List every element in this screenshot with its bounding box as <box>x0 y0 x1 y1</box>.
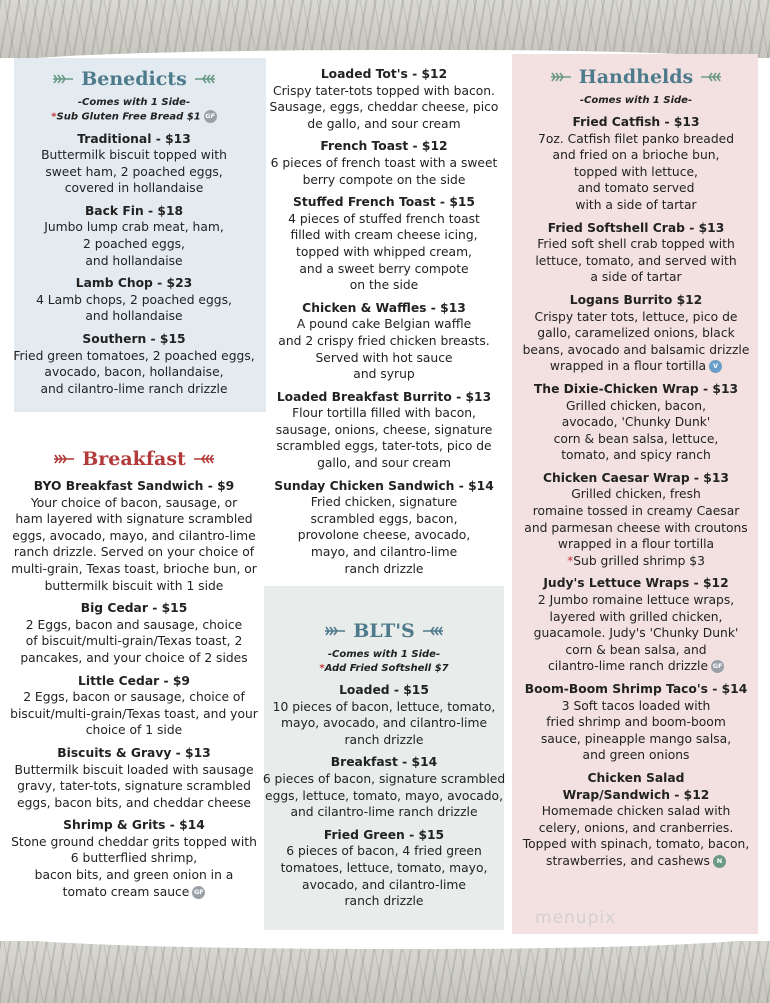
menu-item-description-text: filled with cream cheese icing, <box>290 228 478 243</box>
benedicts-items <box>8 131 260 398</box>
menu-item-description-line <box>513 414 759 431</box>
menu-item-description-text: multi-grain, Texas toast, brioche bun, or <box>11 561 257 576</box>
menu-item-description-line <box>513 486 759 503</box>
menu-item-description-text: avocado, and cilantro-lime <box>302 877 466 892</box>
benedicts-heading <box>8 66 260 92</box>
menu-item-title: Big Cedar - $15 <box>80 601 188 616</box>
menu-item-title: Back Fin - $18 <box>84 203 184 218</box>
menu-item <box>262 682 506 748</box>
menu-item-description-text: sweet ham, 2 poached eggs, <box>45 164 223 179</box>
menu-item-description-text: and cilantro-lime ranch drizzle <box>40 381 228 396</box>
blts-section <box>262 618 506 910</box>
menu-item-description-line <box>8 617 260 634</box>
menu-item-description-text: 2 Eggs, bacon or sausage, choice of <box>23 690 245 705</box>
menu-item-description-text: guacamole. Judy's 'Chunky Dunk' <box>533 626 739 641</box>
menu-item-description-text: Topped with spinach, tomato, bacon, <box>522 837 750 852</box>
menu-item-description-text: Fried chicken, signature <box>310 495 458 510</box>
menu-item-description-text: a side of tartar <box>590 270 682 285</box>
menu-item-description-text: topped with whipped cream, <box>296 244 472 259</box>
menu-item-description-line <box>513 609 759 626</box>
menu-item <box>262 389 506 472</box>
menu-item-description-text: A pound cake Belgian waffle <box>296 317 472 332</box>
sprig-right-icon <box>699 71 723 83</box>
menu-item-description-text: corn & bean salsa, and <box>565 642 707 657</box>
benedicts-section <box>8 66 260 397</box>
menu-item-description-line <box>8 867 260 884</box>
menu-item-description-text: on the side <box>349 278 419 293</box>
menu-item-description-text: ranch drizzle <box>344 732 424 747</box>
menu-item-extra-text: Sub grilled shrimp $3 <box>573 553 705 568</box>
menu-item <box>8 331 260 397</box>
menu-item-description-text: and parmesan cheese with croutons <box>524 520 748 535</box>
gluten-free-icon: GF <box>711 660 724 673</box>
benedicts-heading-text: Benedicts <box>81 67 187 90</box>
menu-item-title-line2: Wrap/Sandwich - $12 <box>562 787 710 802</box>
gluten-free-icon: GF <box>204 110 217 123</box>
sprig-left-icon <box>323 625 347 637</box>
menu-item-description-text: Fried green tomatoes, 2 poached eggs, <box>13 348 255 363</box>
menu-item-description-text: and green onions <box>582 748 690 763</box>
menu-item-description-line <box>262 422 506 439</box>
menu-item-title: Sunday Chicken Sandwich - $14 <box>274 478 494 493</box>
menu-item <box>8 673 260 739</box>
menu-item-description-text: Sausage, eggs, cheddar cheese, pico <box>269 100 499 115</box>
menu-item <box>513 470 759 570</box>
menu-item-extra <box>513 553 759 570</box>
menu-item-description-line <box>262 99 506 116</box>
menu-item-description-line <box>513 269 759 286</box>
menu-item-description-line <box>262 244 506 261</box>
menu-item-description-line <box>8 147 260 164</box>
menu-item-description-line <box>8 292 260 309</box>
menu-item-description-line <box>262 877 506 894</box>
menu-item-description-line <box>513 520 759 537</box>
menu-item-description-line <box>262 366 506 383</box>
menu-item-description-text: ranch drizzle <box>344 894 424 909</box>
menu-item-description-text: Stone ground cheddar grits topped with <box>11 834 257 849</box>
menu-item-description-line <box>8 236 260 253</box>
menu-item-description-line <box>262 155 506 172</box>
menu-item-title: Boom-Boom Shrimp Taco's - $14 <box>524 682 748 696</box>
menu-item-description-line <box>513 325 759 342</box>
sprig-left-icon <box>549 71 573 83</box>
sprig-right-icon <box>421 625 445 637</box>
menu-item <box>513 770 759 870</box>
menu-item-description-text: provolone cheese, avocado, <box>297 528 471 543</box>
menu-item-description-line <box>8 834 260 851</box>
menu-item-description-text: avocado, bacon, hollandaise, <box>44 365 224 380</box>
menu-item-title: Fried Green - $15 <box>323 827 445 842</box>
menu-item-title: Traditional - $13 <box>77 131 191 146</box>
menu-item-description-text: 4 Lamb chops, 2 poached eggs, <box>36 292 232 307</box>
menu-item-description-text: 6 pieces of bacon, 4 fried green <box>286 844 482 859</box>
menu-item-description-text: berry compote on the side <box>302 172 466 187</box>
menu-item-description-text: 2 Jumbo romaine lettuce wraps, <box>537 593 735 608</box>
menu-item-description-text: and a sweet berry compote <box>299 261 469 276</box>
asterisk: * <box>319 663 325 674</box>
menu-item-description-line <box>262 83 506 100</box>
menu-item <box>8 203 260 269</box>
menu-item-description-line <box>262 116 506 133</box>
menu-item-description-line <box>8 219 260 236</box>
menu-item-description-text: biscuit/multi-grain/Texas toast, and your <box>10 706 258 721</box>
menu-item-description-text: 6 butterflied shrimp, <box>70 851 198 866</box>
menu-item-title: Stuffed French Toast - $15 <box>292 195 475 210</box>
menu-item-title: Biscuits & Gravy - $13 <box>57 745 211 760</box>
menu-item-description-text: 3 Soft tacos loaded with <box>561 698 711 713</box>
menu-item <box>513 220 759 286</box>
menu-item-description-text: 4 pieces of stuffed french toast <box>288 211 480 226</box>
menu-item-description-line <box>262 527 506 544</box>
menu-item-description-line <box>262 455 506 472</box>
menu-item-description-line <box>8 650 260 667</box>
menu-item-description-line <box>513 592 759 609</box>
menu-item-description-line <box>262 172 506 189</box>
menu-item-description-text: and 2 crispy fried chicken breasts. <box>278 333 490 348</box>
menu-item-title: Breakfast - $14 <box>330 755 438 770</box>
menu-item-title: Judy's Lettuce Wraps - $12 <box>543 576 729 591</box>
menu-item-description-line <box>513 131 759 148</box>
menu-item-description-line <box>8 511 260 528</box>
blts-heading <box>262 618 506 644</box>
menu-item-title: Chicken & Waffles - $13 <box>302 300 466 315</box>
menu-item <box>262 754 506 820</box>
menu-item-description-line <box>8 495 260 512</box>
asterisk: * <box>51 111 57 123</box>
menu-item-description-text: 10 pieces of bacon, lettuce, tomato, <box>272 699 496 714</box>
menu-item-title: Little Cedar - $9 <box>78 673 190 688</box>
menu-item-description-line <box>513 180 759 197</box>
menu-item-description-text: ranch drizzle. Served on your choice of <box>13 545 255 560</box>
menu-item-title: The Dixie-Chicken Wrap - $13 <box>533 381 739 396</box>
breakfast-section <box>8 446 260 900</box>
menu-item-description-text: celery, onions, and cranberries. <box>538 820 734 835</box>
menu-item-description-line <box>8 348 260 365</box>
breakfast-items <box>8 478 260 900</box>
menu-item-description-line <box>513 698 759 715</box>
menu-item-description-line <box>513 447 759 464</box>
menu-item-description-text: lettuce, tomato, and served with <box>535 253 737 268</box>
menu-item-description-line <box>262 771 506 788</box>
menu-item-description-text: strawberries, and cashews <box>546 853 710 868</box>
menu-item-description-line <box>8 795 260 812</box>
menu-item-description-line <box>262 893 506 910</box>
blts-add-note <box>262 662 506 676</box>
menu-item <box>262 300 506 383</box>
menu-item-description-text: and hollandaise <box>85 253 183 268</box>
menu-item-title: Fried Softshell Crab - $13 <box>547 220 725 235</box>
menu-item-description-text: ranch drizzle <box>344 561 424 576</box>
sprig-right-icon <box>192 453 216 465</box>
menu-item-description-text: beans, avocado and balsamic drizzle <box>522 342 750 357</box>
blts-add-note-text: Add Fried Softshell $7 <box>324 663 449 674</box>
wood-border-bottom <box>0 941 770 1003</box>
menu-item-description-line <box>8 884 260 901</box>
menu-item-description-text: and tomato served <box>577 181 695 196</box>
menu-item <box>8 817 260 900</box>
menu-item-description-text: avocado, 'Chunky Dunk' <box>561 415 711 430</box>
menu-item-title: Shrimp & Grits - $14 <box>63 818 205 833</box>
menu-item-description-line <box>513 431 759 448</box>
menu-item <box>513 681 759 764</box>
menu-item-description-text: 6 pieces of french toast with a sweet <box>270 155 498 170</box>
menu-item-description-text: Grilled chicken, fresh <box>571 487 701 502</box>
menu-item-description-text: buttermilk biscuit with 1 side <box>44 578 224 593</box>
menu-item-description-text: Buttermilk biscuit topped with <box>41 148 227 163</box>
menu-item-description-line <box>513 747 759 764</box>
menu-item-title: Loaded - $15 <box>339 683 429 697</box>
menu-item-description-line <box>8 850 260 867</box>
menu-item-description-line <box>8 180 260 197</box>
menu-item <box>8 745 260 811</box>
menu-item-description-text: eggs, lettuce, tomato, mayo, avocado, <box>265 788 503 803</box>
menu-item <box>8 275 260 325</box>
menu-item-description-text: corn & bean salsa, lettuce, <box>553 431 719 446</box>
menu-item-description-line <box>8 544 260 561</box>
menu-item-description-text: topped with lettuce, <box>574 164 698 179</box>
blts-items <box>262 682 506 910</box>
menu-item-description-line <box>8 762 260 779</box>
menu-item-description-text: gallo, caramelized onions, black <box>537 326 735 341</box>
menu-item <box>513 381 759 464</box>
menu-item-title: Loaded Tot's - $12 <box>320 67 448 81</box>
menu-item-description-line <box>8 308 260 325</box>
menu-item-description-text: eggs, bacon bits, and cheddar cheese <box>17 795 251 810</box>
menu-item-description-text: mayo, and cilantro-lime <box>310 545 458 560</box>
menu-item-description-line <box>513 147 759 164</box>
menu-item-description-text: choice of 1 side <box>85 723 183 738</box>
menu-item-description-line <box>262 843 506 860</box>
menu-item-description-text: gallo, and sour cream <box>317 456 451 471</box>
menu-item-description-text: tomatoes, lettuce, tomato, mayo, <box>280 860 488 875</box>
menu-item-title: Loaded Breakfast Burrito - $13 <box>276 389 492 404</box>
menu-item-description-text: romaine tossed in creamy Caesar <box>532 504 740 519</box>
menu-item-description-text: sauce, pineapple mango salsa, <box>540 731 732 746</box>
menu-item-description-line <box>513 642 759 659</box>
menu-item <box>262 827 506 910</box>
menu-item-description-line <box>8 722 260 739</box>
sprig-left-icon <box>51 73 75 85</box>
menu-item <box>262 138 506 188</box>
menu-item-title: Chicken Salad <box>587 770 685 785</box>
menu-item-description-text: de gallo, and sour cream <box>307 116 461 131</box>
menu-item-description-text: and hollandaise <box>85 309 183 324</box>
menu-item <box>8 478 260 594</box>
menu-item-description-line <box>262 804 506 821</box>
menu-item-description-line <box>8 689 260 706</box>
menu-item-title: Logans Burrito $12 <box>569 292 703 307</box>
menu-item-description-line <box>8 381 260 398</box>
menu-item <box>262 478 506 578</box>
menu-item-description-text: wrapped in a flour tortilla <box>549 359 707 374</box>
menu-item-description-text: sausage, onions, cheese, signature <box>275 422 493 437</box>
menu-item-description-text: 2 Eggs, bacon and sausage, choice <box>25 617 243 632</box>
gluten-free-icon: GF <box>192 886 205 899</box>
sprig-left-icon <box>52 453 76 465</box>
menu-item-description-text: Jumbo lump crab meat, ham, <box>44 220 224 235</box>
menu-item-description-text: with a side of tartar <box>575 197 697 212</box>
asterisk: * <box>567 553 574 568</box>
wood-border-top <box>0 0 770 58</box>
menu-item-description-line <box>513 164 759 181</box>
blts-side-note: -Comes with 1 Side- <box>327 649 441 660</box>
menu-item-description-text: and syrup <box>353 367 415 382</box>
menu-item-description-text: pancakes, and your choice of 2 sides <box>20 650 248 665</box>
menu-item-description-text: eggs, avocado, mayo, and cilantro-lime <box>12 528 256 543</box>
menu-item-description-line <box>513 803 759 820</box>
menu-item-description-line <box>262 732 506 749</box>
menu-item-description-line <box>513 714 759 731</box>
menu-item-description-text: fried shrimp and boom-boom <box>546 715 726 730</box>
sprig-right-icon <box>193 73 217 85</box>
menu-item-title: Lamb Chop - $23 <box>75 276 193 291</box>
menu-item-description-text: layered with grilled chicken, <box>549 609 723 624</box>
menu-item-description-text: and fried on a brioche bun, <box>552 148 720 163</box>
menu-item-description-text: Homemade chicken salad with <box>541 804 731 819</box>
handhelds-heading-text: Handhelds <box>578 65 694 88</box>
menu-item-description-text: 7oz. Catfish filet panko breaded <box>538 131 734 146</box>
menu-item-description-line <box>262 788 506 805</box>
menu-item-description-text: wrapped in a flour tortilla <box>557 537 715 552</box>
benedicts-gf-note-text: Sub Gluten Free Bread $1 <box>56 111 201 123</box>
menu-item-title: Fried Catfish - $13 <box>572 115 700 129</box>
menu-item-title: Chicken Caesar Wrap - $13 <box>543 470 729 485</box>
menu-item-description-text: Your choice of bacon, sausage, or <box>30 495 238 510</box>
menu-item-description-text: Grilled chicken, bacon, <box>565 398 707 413</box>
menu-item-description-line <box>513 853 759 870</box>
menu-item-description-line <box>513 253 759 270</box>
menu-item-description-line <box>513 836 759 853</box>
handhelds-heading <box>513 64 759 90</box>
menu-item <box>262 194 506 294</box>
menu-item-description-line <box>8 561 260 578</box>
handhelds-side-note: -Comes with 1 Side- <box>579 95 693 106</box>
vegetarian-icon: V <box>709 360 722 373</box>
menu-item-description-line <box>262 699 506 716</box>
menu-item-description-line <box>8 578 260 595</box>
menu-item-description-line <box>262 211 506 228</box>
menu-item-description-text: cilantro-lime ranch drizzle <box>547 659 709 674</box>
middle-items <box>262 66 506 577</box>
menu-item-description-text: Crispy tater tots, lettuce, pico de <box>534 309 738 324</box>
menu-item-description-line <box>262 261 506 278</box>
menu-item-description-line <box>8 528 260 545</box>
menu-item-description-line <box>8 633 260 650</box>
menu-item-description-line <box>513 731 759 748</box>
menu-item-description-text: Buttermilk biscuit loaded with sausage <box>14 762 254 777</box>
menu-item-description-text: Fried soft shell crab topped with <box>537 237 735 252</box>
menu-item-description-line <box>513 342 759 359</box>
menu-item-description-text: Flour tortilla filled with bacon, <box>292 406 476 421</box>
menu-item-description-text: 2 poached eggs, <box>83 237 185 252</box>
menu-item-description-line <box>262 438 506 455</box>
menu-item-description-line <box>262 561 506 578</box>
menu-item-title: French Toast - $12 <box>320 139 448 154</box>
menu-item-description-line <box>513 536 759 553</box>
blts-heading-text: BLT'S <box>353 619 415 642</box>
menu-item-description-line <box>513 358 759 375</box>
menu-item-description-line <box>513 658 759 675</box>
menu-item-description-line <box>513 503 759 520</box>
menu-item-description-line <box>8 778 260 795</box>
breakfast-heading-text: Breakfast <box>82 447 186 470</box>
benedicts-side-note: -Comes with 1 Side- <box>77 97 191 108</box>
menu-item-description-text: Served with hot sauce <box>315 350 453 365</box>
menu-item-description-line <box>513 236 759 253</box>
menu-item-description-text: 6 pieces of bacon, signature scrambled <box>262 771 506 786</box>
specials-section <box>262 60 506 577</box>
menu-item-description-text: scrambled eggs, tater-tots, pico de <box>276 439 492 454</box>
menu-item <box>8 600 260 666</box>
menu-item-description-text: bacon bits, and green onion in a <box>34 868 234 883</box>
menu-item-description-line <box>8 164 260 181</box>
menu-item-description-text: of biscuit/multi-grain/Texas toast, 2 <box>25 634 243 649</box>
menu-item-description-text: tomato cream sauce <box>62 884 190 899</box>
handhelds-section <box>513 64 759 870</box>
menu-item-description-line <box>262 544 506 561</box>
menu-item-description-text: scrambled eggs, bacon, <box>310 511 458 526</box>
menu-item-description-line <box>8 706 260 723</box>
watermark: menupix <box>535 908 617 928</box>
menu-item-description-line <box>262 350 506 367</box>
menu-item-description-line <box>513 309 759 326</box>
menu-item-description-line <box>262 316 506 333</box>
menu-item-description-line <box>8 253 260 270</box>
menu-item-description-text: and cilantro-lime ranch drizzle <box>290 805 478 820</box>
menu-item-description-text: ham layered with signature scrambled <box>15 512 253 527</box>
menu-item-description-line <box>513 820 759 837</box>
menu-item-description-line <box>262 860 506 877</box>
benedicts-gf-note <box>8 110 260 125</box>
handhelds-items <box>513 114 759 870</box>
menu-item-description-line <box>262 405 506 422</box>
menu-item-description-line <box>262 227 506 244</box>
menu-item <box>262 66 506 132</box>
nut-icon: N <box>713 855 726 868</box>
menu-item-description-line <box>513 625 759 642</box>
menu-item <box>513 575 759 675</box>
menu-item-title: Southern - $15 <box>82 332 186 347</box>
menu-item-description-text: tomato, and spicy ranch <box>561 448 711 463</box>
menu-item <box>513 114 759 214</box>
menu-item-description-text: covered in hollandaise <box>64 181 204 196</box>
menu-item-description-line <box>513 197 759 214</box>
menu-item-title: BYO Breakfast Sandwich - $9 <box>33 479 235 493</box>
breakfast-heading <box>8 446 260 472</box>
menu-item-description-text: gravy, tater-tots, signature scrambled <box>17 779 251 794</box>
menu-item-description-line <box>262 277 506 294</box>
menu-item <box>8 131 260 197</box>
menu-item-description-text: mayo, avocado, and cilantro-lime <box>280 716 488 731</box>
menu-item <box>513 292 759 375</box>
menu-item-description-line <box>262 494 506 511</box>
menu-item-description-line <box>262 511 506 528</box>
menu-item-description-text: Crispy tater-tots topped with bacon. <box>273 83 495 98</box>
menu-item-description-line <box>262 715 506 732</box>
menu-item-description-line <box>262 333 506 350</box>
menu-item-description-line <box>513 398 759 415</box>
menu-item-description-line <box>8 364 260 381</box>
